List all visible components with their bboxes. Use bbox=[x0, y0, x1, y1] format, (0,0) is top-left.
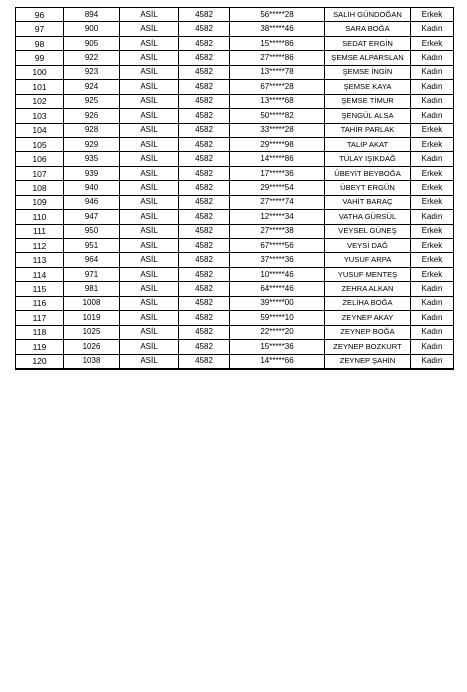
row-number-cell: 103 bbox=[16, 109, 64, 123]
masked-id-cell: 14*****66 bbox=[230, 354, 325, 369]
masked-id-cell: 56*****28 bbox=[230, 8, 325, 22]
masked-id-cell: 13*****78 bbox=[230, 65, 325, 79]
position-code-cell: 4582 bbox=[179, 311, 230, 325]
position-code-cell: 4582 bbox=[179, 166, 230, 180]
status-cell: ASİL bbox=[120, 311, 179, 325]
table-row bbox=[16, 137, 454, 151]
row-number-cell: 110 bbox=[16, 210, 64, 224]
row-number-cell: 116 bbox=[16, 296, 64, 310]
masked-id-cell: 67*****56 bbox=[230, 239, 325, 253]
gender-cell: Erkek bbox=[411, 36, 454, 50]
table-row bbox=[16, 109, 454, 123]
position-code-cell: 4582 bbox=[179, 137, 230, 151]
table-row bbox=[16, 296, 454, 310]
table-row bbox=[16, 282, 454, 296]
row-number-cell: 102 bbox=[16, 94, 64, 108]
gender-cell: Erkek bbox=[411, 166, 454, 180]
position-code-cell: 4582 bbox=[179, 51, 230, 65]
table-row bbox=[16, 152, 454, 166]
applicant-id-cell: 1025 bbox=[64, 325, 120, 339]
gender-cell: Erkek bbox=[411, 195, 454, 209]
status-cell: ASİL bbox=[120, 166, 179, 180]
applicant-id-cell: 926 bbox=[64, 109, 120, 123]
status-cell: ASİL bbox=[120, 253, 179, 267]
masked-id-cell: 17*****36 bbox=[230, 166, 325, 180]
applicant-id-cell: 924 bbox=[64, 80, 120, 94]
row-number-cell: 99 bbox=[16, 51, 64, 65]
masked-id-cell: 33*****28 bbox=[230, 123, 325, 137]
position-code-cell: 4582 bbox=[179, 94, 230, 108]
masked-id-cell: 38*****46 bbox=[230, 22, 325, 36]
row-number-cell: 113 bbox=[16, 253, 64, 267]
table-row bbox=[16, 80, 454, 94]
applicant-id-cell: 951 bbox=[64, 239, 120, 253]
full-name-cell: TÜLAY IŞIKDAĞ bbox=[325, 152, 411, 166]
table-body bbox=[16, 8, 454, 369]
status-cell: ASİL bbox=[120, 224, 179, 238]
position-code-cell: 4582 bbox=[179, 8, 230, 22]
full-name-cell: ZEHRA ALKAN bbox=[325, 282, 411, 296]
table-row bbox=[16, 224, 454, 238]
position-code-cell: 4582 bbox=[179, 239, 230, 253]
position-code-cell: 4582 bbox=[179, 123, 230, 137]
position-code-cell: 4582 bbox=[179, 152, 230, 166]
masked-id-cell: 27*****74 bbox=[230, 195, 325, 209]
full-name-cell: ZEYNEP BOĞA bbox=[325, 325, 411, 339]
gender-cell: Erkek bbox=[411, 181, 454, 195]
status-cell: ASİL bbox=[120, 36, 179, 50]
full-name-cell: SALİH GÜNDOĞAN bbox=[325, 8, 411, 22]
masked-id-cell: 14*****86 bbox=[230, 152, 325, 166]
table-row bbox=[16, 340, 454, 354]
status-cell: ASİL bbox=[120, 51, 179, 65]
status-cell: ASİL bbox=[120, 210, 179, 224]
applicant-id-cell: 964 bbox=[64, 253, 120, 267]
applicant-id-cell: 923 bbox=[64, 65, 120, 79]
gender-cell: Erkek bbox=[411, 137, 454, 151]
full-name-cell: SEDAT ERGİN bbox=[325, 36, 411, 50]
table-row bbox=[16, 181, 454, 195]
full-name-cell: ŞEMSE İNGİN bbox=[325, 65, 411, 79]
position-code-cell: 4582 bbox=[179, 195, 230, 209]
row-number-cell: 96 bbox=[16, 8, 64, 22]
full-name-cell: ZEYNEP ŞAHİN bbox=[325, 354, 411, 369]
status-cell: ASİL bbox=[120, 94, 179, 108]
status-cell: ASİL bbox=[120, 267, 179, 281]
full-name-cell: ZEYNEP AKAY bbox=[325, 311, 411, 325]
full-name-cell: ZELİHA BOĞA bbox=[325, 296, 411, 310]
full-name-cell: VAHİT BARAÇ bbox=[325, 195, 411, 209]
table-row bbox=[16, 239, 454, 253]
full-name-cell: ŞEMSE TİMUR bbox=[325, 94, 411, 108]
full-name-cell: ÜBEYİT BEYBOĞA bbox=[325, 166, 411, 180]
table-row bbox=[16, 51, 454, 65]
row-number-cell: 111 bbox=[16, 224, 64, 238]
gender-cell: Kadın bbox=[411, 311, 454, 325]
gender-cell: Erkek bbox=[411, 253, 454, 267]
table-row bbox=[16, 267, 454, 281]
applicant-id-cell: 929 bbox=[64, 137, 120, 151]
table-row bbox=[16, 195, 454, 209]
position-code-cell: 4582 bbox=[179, 340, 230, 354]
row-number-cell: 97 bbox=[16, 22, 64, 36]
row-number-cell: 119 bbox=[16, 340, 64, 354]
table-row bbox=[16, 311, 454, 325]
applicant-id-cell: 928 bbox=[64, 123, 120, 137]
masked-id-cell: 59*****10 bbox=[230, 311, 325, 325]
row-number-cell: 101 bbox=[16, 80, 64, 94]
applicant-id-cell: 900 bbox=[64, 22, 120, 36]
applicant-id-cell: 981 bbox=[64, 282, 120, 296]
full-name-cell: VEYSİ DAĞ bbox=[325, 239, 411, 253]
gender-cell: Kadın bbox=[411, 94, 454, 108]
position-code-cell: 4582 bbox=[179, 354, 230, 369]
row-number-cell: 112 bbox=[16, 239, 64, 253]
position-code-cell: 4582 bbox=[179, 80, 230, 94]
status-cell: ASİL bbox=[120, 296, 179, 310]
gender-cell: Kadın bbox=[411, 296, 454, 310]
masked-id-cell: 15*****86 bbox=[230, 36, 325, 50]
candidate-table bbox=[15, 7, 454, 370]
full-name-cell: ŞEMSE KAYA bbox=[325, 80, 411, 94]
position-code-cell: 4582 bbox=[179, 210, 230, 224]
gender-cell: Kadın bbox=[411, 354, 454, 369]
gender-cell: Kadın bbox=[411, 22, 454, 36]
gender-cell: Erkek bbox=[411, 267, 454, 281]
status-cell: ASİL bbox=[120, 340, 179, 354]
position-code-cell: 4582 bbox=[179, 224, 230, 238]
row-number-cell: 98 bbox=[16, 36, 64, 50]
gender-cell: Erkek bbox=[411, 239, 454, 253]
status-cell: ASİL bbox=[120, 137, 179, 151]
applicant-id-cell: 940 bbox=[64, 181, 120, 195]
masked-id-cell: 50*****82 bbox=[230, 109, 325, 123]
applicant-id-cell: 935 bbox=[64, 152, 120, 166]
full-name-cell: VATHA GÜRSÜL bbox=[325, 210, 411, 224]
applicant-id-cell: 905 bbox=[64, 36, 120, 50]
gender-cell: Kadın bbox=[411, 210, 454, 224]
position-code-cell: 4582 bbox=[179, 267, 230, 281]
row-number-cell: 100 bbox=[16, 65, 64, 79]
applicant-id-cell: 894 bbox=[64, 8, 120, 22]
table-row bbox=[16, 8, 454, 22]
position-code-cell: 4582 bbox=[179, 36, 230, 50]
position-code-cell: 4582 bbox=[179, 65, 230, 79]
row-number-cell: 107 bbox=[16, 166, 64, 180]
applicant-id-cell: 925 bbox=[64, 94, 120, 108]
status-cell: ASİL bbox=[120, 123, 179, 137]
applicant-id-cell: 971 bbox=[64, 267, 120, 281]
status-cell: ASİL bbox=[120, 8, 179, 22]
status-cell: ASİL bbox=[120, 325, 179, 339]
status-cell: ASİL bbox=[120, 239, 179, 253]
applicant-id-cell: 922 bbox=[64, 51, 120, 65]
full-name-cell: TALİP AKAT bbox=[325, 137, 411, 151]
status-cell: ASİL bbox=[120, 195, 179, 209]
full-name-cell: SARA BOĞA bbox=[325, 22, 411, 36]
table-row bbox=[16, 253, 454, 267]
row-number-cell: 106 bbox=[16, 152, 64, 166]
status-cell: ASİL bbox=[120, 354, 179, 369]
gender-cell: Kadın bbox=[411, 109, 454, 123]
gender-cell: Kadın bbox=[411, 152, 454, 166]
gender-cell: Kadın bbox=[411, 340, 454, 354]
position-code-cell: 4582 bbox=[179, 253, 230, 267]
full-name-cell: VEYSEL GÜNEŞ bbox=[325, 224, 411, 238]
masked-id-cell: 27*****86 bbox=[230, 51, 325, 65]
gender-cell: Erkek bbox=[411, 8, 454, 22]
applicant-id-cell: 1019 bbox=[64, 311, 120, 325]
applicant-id-cell: 947 bbox=[64, 210, 120, 224]
applicant-id-cell: 1038 bbox=[64, 354, 120, 369]
status-cell: ASİL bbox=[120, 282, 179, 296]
masked-id-cell: 10*****46 bbox=[230, 267, 325, 281]
masked-id-cell: 37*****36 bbox=[230, 253, 325, 267]
table-row bbox=[16, 36, 454, 50]
row-number-cell: 120 bbox=[16, 354, 64, 369]
row-number-cell: 115 bbox=[16, 282, 64, 296]
position-code-cell: 4582 bbox=[179, 22, 230, 36]
gender-cell: Erkek bbox=[411, 123, 454, 137]
status-cell: ASİL bbox=[120, 109, 179, 123]
applicant-id-cell: 950 bbox=[64, 224, 120, 238]
table-row bbox=[16, 166, 454, 180]
position-code-cell: 4582 bbox=[179, 296, 230, 310]
masked-id-cell: 29*****54 bbox=[230, 181, 325, 195]
masked-id-cell: 64*****46 bbox=[230, 282, 325, 296]
status-cell: ASİL bbox=[120, 22, 179, 36]
applicant-id-cell: 939 bbox=[64, 166, 120, 180]
applicant-id-cell: 946 bbox=[64, 195, 120, 209]
position-code-cell: 4582 bbox=[179, 325, 230, 339]
full-name-cell: YUSUF ARPA bbox=[325, 253, 411, 267]
full-name-cell: TAHİR PARLAK bbox=[325, 123, 411, 137]
row-number-cell: 114 bbox=[16, 267, 64, 281]
table-row bbox=[16, 94, 454, 108]
gender-cell: Kadın bbox=[411, 51, 454, 65]
applicant-id-cell: 1008 bbox=[64, 296, 120, 310]
applicant-id-cell: 1026 bbox=[64, 340, 120, 354]
row-number-cell: 104 bbox=[16, 123, 64, 137]
status-cell: ASİL bbox=[120, 181, 179, 195]
masked-id-cell: 13*****68 bbox=[230, 94, 325, 108]
gender-cell: Erkek bbox=[411, 224, 454, 238]
masked-id-cell: 12*****34 bbox=[230, 210, 325, 224]
masked-id-cell: 22*****20 bbox=[230, 325, 325, 339]
gender-cell: Kadın bbox=[411, 80, 454, 94]
masked-id-cell: 15*****36 bbox=[230, 340, 325, 354]
position-code-cell: 4582 bbox=[179, 109, 230, 123]
gender-cell: Kadın bbox=[411, 65, 454, 79]
masked-id-cell: 67*****28 bbox=[230, 80, 325, 94]
table-row bbox=[16, 325, 454, 339]
masked-id-cell: 27*****38 bbox=[230, 224, 325, 238]
position-code-cell: 4582 bbox=[179, 181, 230, 195]
row-number-cell: 108 bbox=[16, 181, 64, 195]
table-row bbox=[16, 65, 454, 79]
row-number-cell: 117 bbox=[16, 311, 64, 325]
table-row bbox=[16, 210, 454, 224]
masked-id-cell: 29*****98 bbox=[230, 137, 325, 151]
row-number-cell: 105 bbox=[16, 137, 64, 151]
full-name-cell: ŞENGÜL ALSA bbox=[325, 109, 411, 123]
full-name-cell: ÜBEYT ERGÜN bbox=[325, 181, 411, 195]
row-number-cell: 109 bbox=[16, 195, 64, 209]
table-row bbox=[16, 22, 454, 36]
gender-cell: Kadın bbox=[411, 325, 454, 339]
table-row bbox=[16, 354, 454, 369]
table-row bbox=[16, 123, 454, 137]
row-number-cell: 118 bbox=[16, 325, 64, 339]
full-name-cell: ZEYNEP BOZKURT bbox=[325, 340, 411, 354]
status-cell: ASİL bbox=[120, 152, 179, 166]
position-code-cell: 4582 bbox=[179, 282, 230, 296]
status-cell: ASİL bbox=[120, 65, 179, 79]
masked-id-cell: 39*****00 bbox=[230, 296, 325, 310]
full-name-cell: ŞEMSE ALPARSLAN bbox=[325, 51, 411, 65]
gender-cell: Kadın bbox=[411, 282, 454, 296]
full-name-cell: YUSUF MENTEŞ bbox=[325, 267, 411, 281]
status-cell: ASİL bbox=[120, 80, 179, 94]
